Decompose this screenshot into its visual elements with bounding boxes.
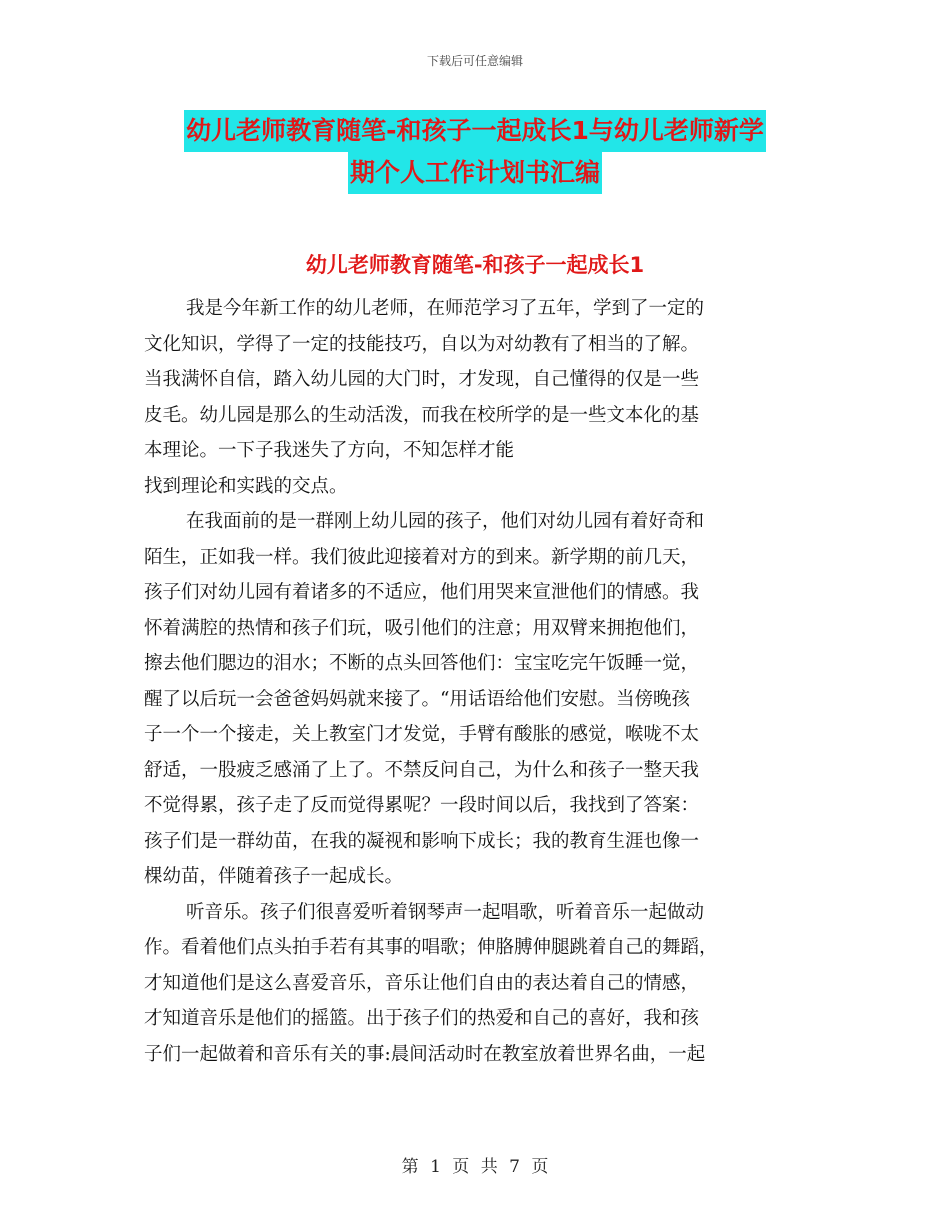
paragraph-line: 皮毛。幼儿园是那么的生动活泼，而我在校所学的是一些文本化的基: [144, 404, 700, 426]
header-note: 下载后可任意编辑: [426, 54, 523, 68]
paragraph-line: 在我面前的是一群刚上幼儿园的孩子，他们对幼儿园有着好奇和: [186, 511, 705, 532]
paragraph-line: 醒了以后玩一会爸爸妈妈就来接了。“用话语给他们安慰。当傍晚孩: [144, 688, 690, 710]
paragraph-line: 子一个一个接走，关上教室门才发觉，手臂有酸胀的感觉，喉咙不太: [144, 724, 700, 745]
paragraph-line: 陌生，正如我一样。我们彼此迎接着对方的到来。新学期的前几天，: [144, 546, 700, 568]
paragraph-line: 怀着满腔的热情和孩子们玩，吸引他们的注意；用双臂来拥抱他们，: [144, 617, 700, 639]
paragraph-line: 我是今年新工作的幼儿老师，在师范学习了五年，学到了一定的: [186, 298, 705, 319]
title-line-2: 期个人工作计划书汇编: [348, 152, 602, 194]
paragraph-line: 本理论。一下子我迷失了方向，不知怎样才能: [144, 440, 515, 461]
paragraph-line: 孩子们对幼儿园有着诸多的不适应，他们用哭来宣泄他们的情感。我: [144, 582, 700, 603]
paragraph-line: 擦去他们腮边的泪水；不断的点头回答他们：宝宝吃完午饭睡一觉，: [144, 653, 700, 674]
paragraph-line: 子们一起做着和音乐有关的事:晨间活动时在教室放着世界名曲，一起: [144, 1043, 706, 1065]
paragraph-line: 棵幼苗，伴随着孩子一起成长。: [144, 866, 404, 887]
paragraph-line: 不觉得累，孩子走了反而觉得累呢？一段时间以后，我找到了答案：: [144, 795, 700, 816]
paragraph-line: 当我满怀自信，踏入幼儿园的大门时，才发现，自己懂得的仅是一些: [144, 369, 700, 390]
title-line-1: 幼儿老师教育随笔-和孩子一起成长1与幼儿老师新学: [184, 110, 766, 152]
paragraph-line: 舒适，一股疲乏感涌了上了。不禁反问自己，为什么和孩子一整天我: [144, 759, 700, 781]
paragraph-line: 才知道音乐是他们的摇篮。出于孩子们的热爱和自己的喜好，我和孩: [144, 1008, 700, 1029]
paragraph-line: 文化知识，学得了一定的技能技巧，自以为对幼教有了相当的了解。: [144, 333, 700, 355]
paragraph-line: 找到理论和实践的交点。: [144, 475, 348, 497]
paragraph-line: 才知道他们是这么喜爱音乐，音乐让他们自由的表达着自己的情感，: [144, 972, 700, 994]
paragraph-line: 作。看着他们点头拍手若有其事的唱歌；伸胳膊伸腿跳着自己的舞蹈，: [144, 937, 718, 958]
paragraph-line: 听音乐。孩子们很喜爱听着钢琴声一起唱歌，听着音乐一起做动: [186, 901, 705, 923]
page-footer: 第 1 页 共 7 页: [401, 1157, 549, 1177]
body-text: [144, 291, 804, 1072]
section-title: 幼儿老师教育随笔-和孩子一起成长1: [305, 253, 645, 277]
document-title: [140, 110, 810, 194]
paragraph-line: 孩子们是一群幼苗，在我的凝视和影响下成长；我的教育生涯也像一: [144, 830, 700, 852]
